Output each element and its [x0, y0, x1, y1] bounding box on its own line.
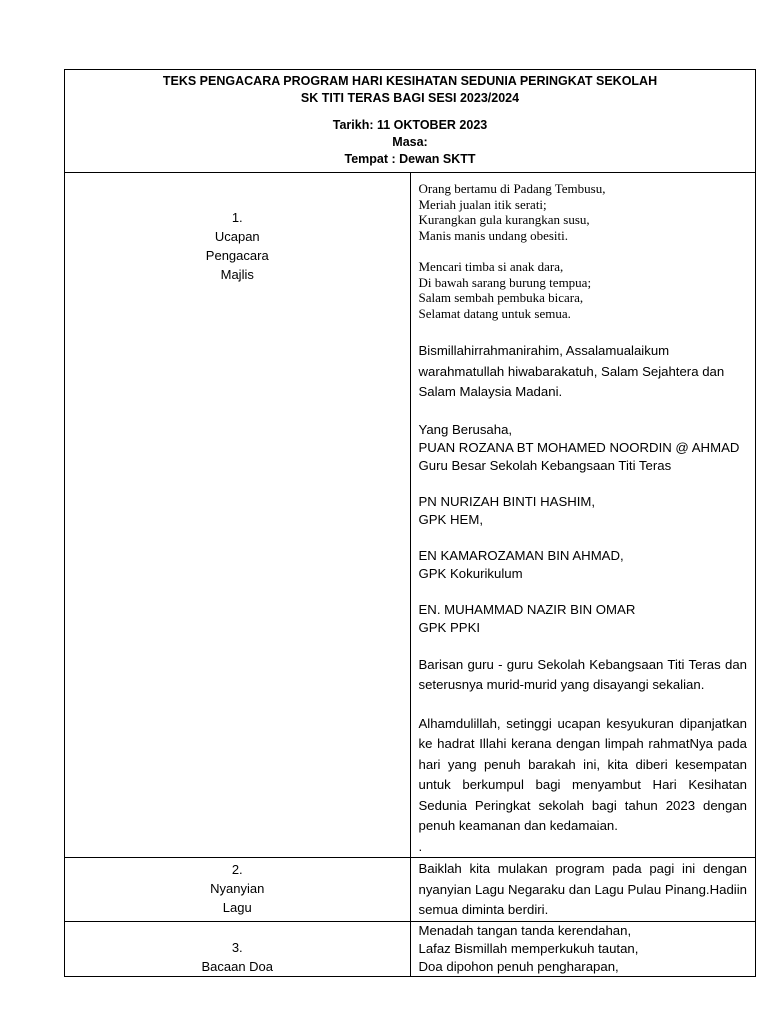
- item-content-cell: [410, 173, 756, 858]
- dignitary-line: Yang Berusaha,: [418, 421, 513, 437]
- item-label-cell: [65, 173, 411, 858]
- prayer-block: [419, 922, 748, 976]
- dignitary-line: GPK Kokurikulum: [418, 565, 523, 581]
- item-label: Majlis: [220, 267, 254, 282]
- gratitude-paragraph: Alhamdulillah, setinggi ucapan kesyukuran dipanjatkan ke hadrat Illahi kerana dengan limpah rahmatNya pada hari yang penuh barakah ini, kita diberi kesempatan untuk berkumpul bagi menyambut Hari Kesihatan Sedunia Peringkat sekolah bagi tahun 2023 dengan penuh keamanan dan kedamaian.: [418, 715, 747, 833]
- item-content-cell: [410, 921, 756, 976]
- trailing-dot: .: [418, 838, 423, 854]
- prayer-line: Menadah tangan tanda kerendahan,: [418, 922, 632, 938]
- prayer-line: Lafaz Bismillah memperkukuh tautan,: [418, 940, 639, 956]
- dignitary-line: EN KAMAROZAMAN BIN AHMAD,: [418, 547, 624, 563]
- header-cell: [65, 70, 756, 173]
- pantun-stanza: [419, 181, 748, 243]
- item-label-cell: [65, 921, 411, 976]
- item-label: Lagu: [222, 900, 252, 915]
- item-number: 2.: [231, 862, 243, 877]
- item-label-cell: [65, 858, 411, 922]
- item-number: 1.: [231, 210, 243, 225]
- event-date: Tarikh: 11 OKTOBER 2023: [332, 118, 488, 132]
- programme-script-table: [64, 69, 756, 977]
- item-label: Bacaan Doa: [201, 958, 274, 974]
- pantun-stanza: [419, 259, 748, 321]
- pantun-line: Selamat datang untuk semua.: [418, 305, 571, 321]
- pantun-line: Meriah jualan itik serati;: [418, 196, 547, 212]
- dignitary-line: Guru Besar Sekolah Kebangsaan Titi Teras: [418, 457, 672, 473]
- pantun-line: Manis manis undang obesiti.: [418, 227, 568, 243]
- pantun-line: Salam sembah pembuka bicara,: [418, 290, 584, 305]
- anthem-paragraph: Baiklah kita mulakan program pada pagi ini dengan nyanyian Lagu Negaraku dan Lagu Pulau Pinang.Hadiin semua diminta berdiri.: [418, 861, 747, 917]
- dignitary-line: PN NURIZAH BINTI HASHIM,: [418, 493, 596, 509]
- teachers-paragraph: Barisan guru - guru Sekolah Kebangsaan Titi Teras dan seterusnya murid-murid yang disayangi sekalian.: [418, 656, 747, 692]
- dignitary-line: PUAN ROZANA BT MOHAMED NOORDIN @ AHMAD: [418, 439, 740, 455]
- table-row: [65, 921, 756, 976]
- pantun-line: Di bawah sarang burung tempua;: [418, 274, 592, 290]
- dignitary-block: [419, 547, 748, 583]
- dignitary-block: [419, 421, 748, 475]
- item-label: Nyanyian: [210, 881, 265, 896]
- item-content-cell: [410, 858, 756, 922]
- item-label: Ucapan: [214, 229, 260, 244]
- table-row: [65, 173, 756, 858]
- document-title-line2: SK TITI TERAS BAGI SESI 2023/2024: [300, 91, 520, 105]
- dignitary-block: [419, 493, 748, 529]
- pantun-line: Mencari timba si anak dara,: [418, 259, 564, 274]
- greeting-paragraph: Bismillahirrahmanirahim, Assalamualaikum warahmatullah hiwabarakatuh, Salam Sejahtera dan Salam Malaysia Madani.: [418, 343, 725, 399]
- event-place: Tempat : Dewan SKTT: [344, 152, 476, 166]
- prayer-line: Doa dipohon penuh pengharapan,: [418, 958, 619, 974]
- item-number: 3.: [231, 939, 243, 955]
- dignitary-block: [419, 601, 748, 637]
- table-row: [65, 858, 756, 922]
- event-time: Masa:: [392, 135, 428, 149]
- document-title-line1: TEKS PENGACARA PROGRAM HARI KESIHATAN SEDUNIA PERINGKAT SEKOLAH: [162, 74, 658, 88]
- dignitary-line: GPK PPKI: [418, 619, 481, 635]
- dignitary-line: GPK HEM,: [418, 511, 483, 527]
- pantun-line: Orang bertamu di Padang Tembusu,: [418, 181, 606, 196]
- dignitary-line: EN. MUHAMMAD NAZIR BIN OMAR: [418, 601, 636, 617]
- pantun-line: Kurangkan gula kurangkan susu,: [418, 212, 590, 227]
- item-label: Pengacara: [205, 248, 269, 263]
